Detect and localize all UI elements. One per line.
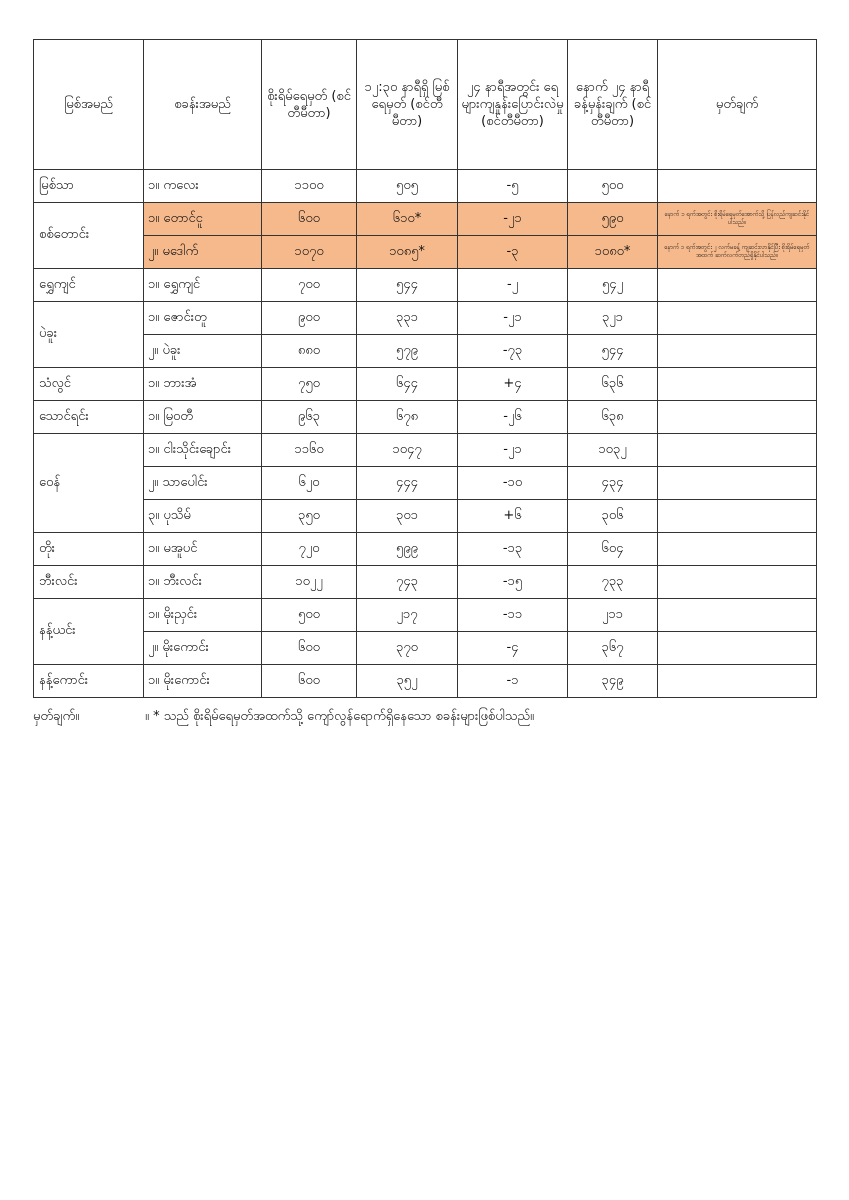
table-header [34, 40, 817, 170]
river-name-cell: ဘီးလင်း [34, 566, 144, 599]
station-cell: ၁။ ငါးသိုင်းချောင်း [144, 434, 262, 467]
current-level-cell: ၃၀၁ [357, 500, 458, 533]
station-cell: ၁။ ဘီးလင်း [144, 566, 262, 599]
table-row [34, 467, 817, 500]
station-cell: ၃။ ပုသိမ် [144, 500, 262, 533]
station-cell: ၁။ ဘားအံ [144, 368, 262, 401]
change-cell: +၆ [458, 500, 568, 533]
current-level-cell: ၁၀၄၇ [357, 434, 458, 467]
remark-cell [658, 632, 817, 665]
table-row [34, 170, 817, 203]
change-cell: -၂၁ [458, 434, 568, 467]
danger-level-cell: ၃၅၀ [262, 500, 357, 533]
table-row [34, 401, 817, 434]
river-name-cell: ဝေန် [34, 434, 144, 533]
station-cell: ၁။ ရွှေကျင် [144, 269, 262, 302]
remark-cell [658, 302, 817, 335]
change-cell: +၄ [458, 368, 568, 401]
forecast-cell: ၃၄၉ [568, 665, 658, 698]
forecast-cell: ၄၃၄ [568, 467, 658, 500]
current-level-cell: ၁၀၈၅* [357, 236, 458, 269]
current-level-cell: ၅၉၉ [357, 533, 458, 566]
forecast-cell: ၂၁၁ [568, 599, 658, 632]
forecast-cell: ၆၃၆ [568, 368, 658, 401]
station-cell: ၁။ ဇောင်းတူ [144, 302, 262, 335]
current-level-cell: ၃၇၀ [357, 632, 458, 665]
station-cell: ၂။ ပဲခူး [144, 335, 262, 368]
header-current-level: ၁၂:၃၀ နာရီရှိ မြစ်ရေမှတ် (စင်တီမီတာ) [357, 40, 458, 170]
remark-cell: နောက် ၁ ရက်အတွင်း စိုးရိမ်ရေမှတ်အောက်သို့ ပြန်လည်ကျဆင်းနိုင်ပါသည်။ [658, 203, 817, 236]
danger-level-cell: ၁၁၀၀ [262, 170, 357, 203]
river-name-cell: စစ်တောင်း [34, 203, 144, 269]
danger-level-cell: ၈၈၀ [262, 335, 357, 368]
danger-level-cell: ၉၀၀ [262, 302, 357, 335]
forecast-cell: ၃၆၇ [568, 632, 658, 665]
footnote [33, 708, 816, 727]
danger-level-cell: ၇၂၀ [262, 533, 357, 566]
change-cell: -၂၁ [458, 203, 568, 236]
header-river: မြစ်အမည် [34, 40, 144, 170]
danger-level-cell: ၆၀၀ [262, 203, 357, 236]
table-row [34, 500, 817, 533]
change-cell: -၁၅ [458, 566, 568, 599]
change-cell: -၇၃ [458, 335, 568, 368]
footnote-label: မှတ်ချက်။ [33, 709, 80, 724]
river-name-cell: နန့်ကောင်း [34, 665, 144, 698]
forecast-cell: ၁၀၈၀* [568, 236, 658, 269]
header-remark: မှတ်ချက် [658, 40, 817, 170]
change-cell: -၁၀ [458, 467, 568, 500]
forecast-cell: ၅၄၄ [568, 335, 658, 368]
change-cell: -၂၆ [458, 401, 568, 434]
forecast-cell: ၆၀၄ [568, 533, 658, 566]
danger-level-cell: ၉၆၃ [262, 401, 357, 434]
remark-cell [658, 401, 817, 434]
station-cell: ၁။ မိုးကောင်း [144, 665, 262, 698]
remark-cell [658, 434, 817, 467]
current-level-cell: ၄၄၄ [357, 467, 458, 500]
header-danger-level: စိုးရိမ်ရေမှတ် (စင်တီမီတာ) [262, 40, 357, 170]
station-cell: ၂။ သာပေါင်း [144, 467, 262, 500]
river-name-cell: မြစ်သာ [34, 170, 144, 203]
table-row [34, 599, 817, 632]
current-level-cell: ၅၇၉ [357, 335, 458, 368]
change-cell: -၁၁ [458, 599, 568, 632]
danger-level-cell: ၁၀၇၀ [262, 236, 357, 269]
forecast-cell: ၃၀၆ [568, 500, 658, 533]
remark-cell [658, 665, 817, 698]
current-level-cell: ၅၀၅ [357, 170, 458, 203]
table-row [34, 269, 817, 302]
table-row [34, 632, 817, 665]
remark-cell [658, 335, 817, 368]
station-cell: ၁။ ကလေး [144, 170, 262, 203]
river-name-cell: သောင်ရင်း [34, 401, 144, 434]
current-level-cell: ၂၁၇ [357, 599, 458, 632]
table-row [34, 203, 817, 236]
river-name-cell: ရွှေကျင် [34, 269, 144, 302]
table-row [34, 533, 817, 566]
danger-level-cell: ၇၀၀ [262, 269, 357, 302]
danger-level-cell: ၆၂၀ [262, 467, 357, 500]
station-cell: ၁။ တောင်ငူ [144, 203, 262, 236]
station-cell: ၁။ မအူပင် [144, 533, 262, 566]
change-cell: -၁၃ [458, 533, 568, 566]
header-24h-change: ၂၄ နာရီအတွင်း ရေများကျနှုန်းပြောင်းလဲမှု (စင်တီမီတာ) [458, 40, 568, 170]
current-level-cell: ၆၁၀* [357, 203, 458, 236]
table-row [34, 434, 817, 467]
current-level-cell: ၃၃၁ [357, 302, 458, 335]
table-row [34, 236, 817, 269]
table-row [34, 302, 817, 335]
remark-cell [658, 368, 817, 401]
forecast-cell: ၅၄၂ [568, 269, 658, 302]
station-cell: ၂။ မဒေါက် [144, 236, 262, 269]
current-level-cell: ၃၅၂ [357, 665, 458, 698]
table-row [34, 665, 817, 698]
remark-cell [658, 269, 817, 302]
forecast-cell: ၆၃၈ [568, 401, 658, 434]
header-row [34, 40, 817, 170]
danger-level-cell: ၅၀၀ [262, 599, 357, 632]
current-level-cell: ၅၄၄ [357, 269, 458, 302]
danger-level-cell: ၆၀၀ [262, 665, 357, 698]
remark-cell [658, 566, 817, 599]
change-cell: -၃ [458, 236, 568, 269]
remark-cell [658, 500, 817, 533]
forecast-cell: ၅၀၀ [568, 170, 658, 203]
remark-cell [658, 170, 817, 203]
river-name-cell: နန့်ယင်း [34, 599, 144, 665]
current-level-cell: ၇၄၃ [357, 566, 458, 599]
table-row [34, 368, 817, 401]
change-cell: -၅ [458, 170, 568, 203]
change-cell: -၂၁ [458, 302, 568, 335]
table-row [34, 566, 817, 599]
river-name-cell: ပဲခူး [34, 302, 144, 368]
forecast-cell: ၃၂၁ [568, 302, 658, 335]
forecast-cell: ၇၃၃ [568, 566, 658, 599]
table-body [34, 170, 817, 698]
table-row [34, 335, 817, 368]
river-name-cell: သံလွင် [34, 368, 144, 401]
current-level-cell: ၆၄၄ [357, 368, 458, 401]
remark-cell: နောက် ၁ ရက်အတွင်း ၂ လက်မခန့် ကျဆင်းလာနိုင်ပြီး စိုးရိမ်ရေမှတ်အထက် ဆက်လက်တည်ရှိနိုင်ပါသည်။ [658, 236, 817, 269]
water-level-table [33, 39, 817, 698]
remark-cell [658, 599, 817, 632]
footnote-text: ။ * သည် စိုးရိမ်ရေမှတ်အထက်သို့ ကျော်လွန်ရောက်ရှိနေသော စခန်းများဖြစ်ပါသည်။ [145, 709, 534, 724]
forecast-cell: ၅၉၀ [568, 203, 658, 236]
danger-level-cell: ၁၁၆၀ [262, 434, 357, 467]
remark-cell [658, 467, 817, 500]
current-level-cell: ၆၇၈ [357, 401, 458, 434]
change-cell: -၁ [458, 665, 568, 698]
river-name-cell: တိုး [34, 533, 144, 566]
station-cell: ၂။ မိုးကောင်း [144, 632, 262, 665]
remark-cell [658, 533, 817, 566]
forecast-cell: ၁၀၃၂ [568, 434, 658, 467]
station-cell: ၁။ မြဝတီ [144, 401, 262, 434]
change-cell: -၂ [458, 269, 568, 302]
danger-level-cell: ၁၀၂၂ [262, 566, 357, 599]
header-station: စခန်းအမည် [144, 40, 262, 170]
change-cell: -၄ [458, 632, 568, 665]
header-forecast: နောက် ၂၄ နာရီ ခန့်မှန်းချက် (စင်တီမီတာ) [568, 40, 658, 170]
station-cell: ၁။ မိုးညှင်း [144, 599, 262, 632]
danger-level-cell: ၆၀၀ [262, 632, 357, 665]
danger-level-cell: ၇၅၀ [262, 368, 357, 401]
